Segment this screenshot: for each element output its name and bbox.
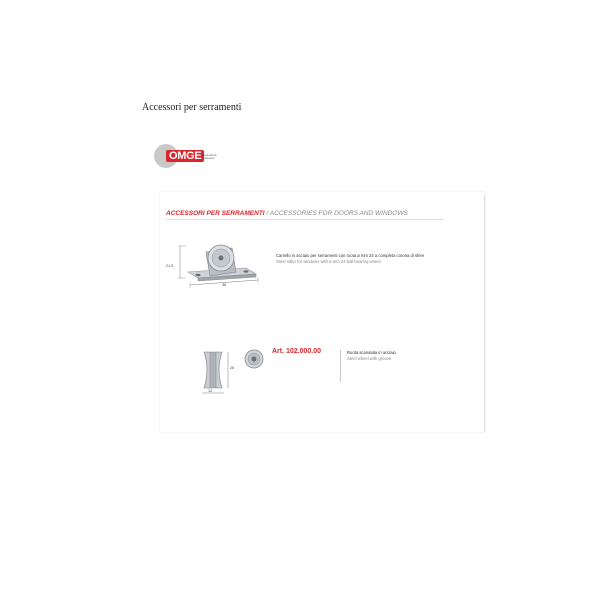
sheet-edge-divider bbox=[484, 195, 485, 432]
product-2-desc-italian: Ruota scanalata in acciaio bbox=[347, 350, 396, 355]
product-1-desc-english: Steel roller for windows with ø mm 24 ball bearing wheel bbox=[276, 259, 381, 264]
product-1-desc-italian: Carrello in acciaio per serramenti con ruota ø mm 24 a completa corona di sfere bbox=[276, 253, 425, 258]
wheel-diameter-dimension: 26 bbox=[230, 366, 235, 370]
article-number: Art. 102.000.00 bbox=[272, 348, 322, 355]
roller-length-dimension: 36 bbox=[222, 283, 227, 287]
roller-height-dimension: 21.5 bbox=[166, 264, 174, 268]
grooved-wheel-side-drawing bbox=[196, 348, 236, 398]
grooved-wheel-front-drawing bbox=[243, 348, 265, 370]
wheel-width-dimension: 12 bbox=[208, 389, 213, 393]
omge-logo bbox=[154, 144, 230, 170]
roller-carriage-drawing bbox=[176, 238, 276, 298]
heading-underline bbox=[166, 219, 444, 220]
heading-english: / ACCESSORIES FOR DOORS AND WINDOWS bbox=[264, 210, 408, 217]
logo-tagline: ferramenta accessori bbox=[202, 153, 217, 160]
article-divider bbox=[340, 350, 341, 382]
product-2-desc-english: Steel wheel with groove bbox=[347, 356, 392, 361]
section-heading bbox=[166, 210, 408, 217]
page-title: Accessori per serramenti bbox=[142, 102, 242, 113]
product-1-description bbox=[276, 253, 424, 265]
heading-italian: ACCESSORI PER SERRAMENTI bbox=[166, 210, 265, 217]
logo-word: OMGE bbox=[166, 150, 204, 162]
product-2-description bbox=[347, 350, 396, 362]
